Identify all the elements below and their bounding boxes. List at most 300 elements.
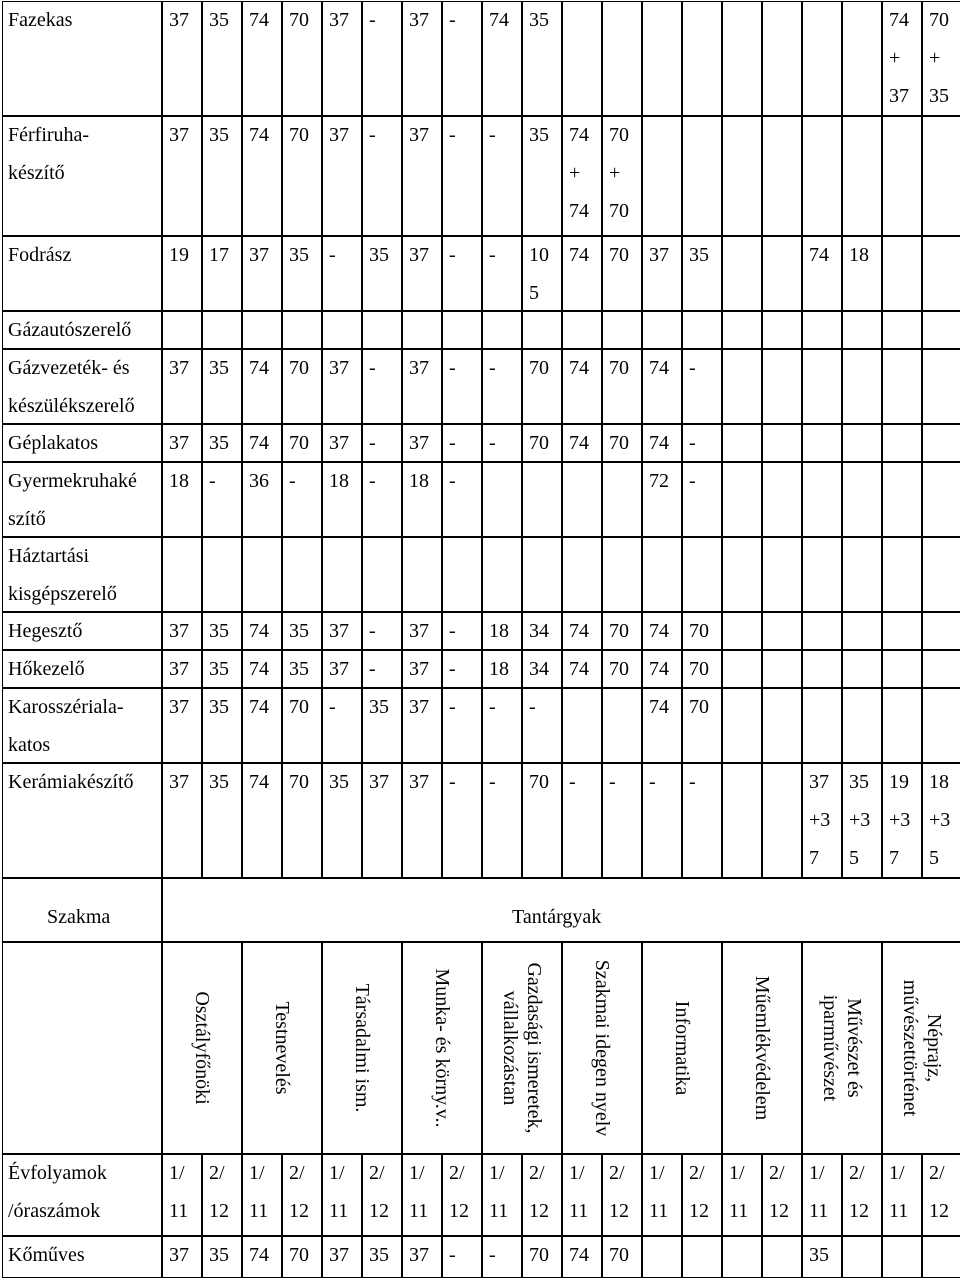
value-cell	[482, 462, 522, 537]
value-cell	[362, 537, 402, 612]
grade-year: 11	[169, 1200, 189, 1222]
value-cell	[682, 1236, 722, 1278]
row-name: Fazekas	[8, 9, 73, 31]
hours-value: 70	[609, 244, 629, 266]
hours-value: 35	[209, 9, 229, 31]
value-cell	[762, 763, 802, 878]
row-name: Hőkezelő	[8, 658, 85, 680]
value-cell	[842, 650, 882, 688]
hours-value: 37	[169, 620, 189, 642]
hours-value: 74	[249, 658, 269, 680]
value-cell	[442, 537, 482, 612]
hours-value: 70	[289, 9, 309, 31]
grade-year: 11	[329, 1200, 349, 1222]
hours-value: 70	[529, 432, 549, 454]
value-cell	[362, 349, 402, 424]
hours-value: 37	[169, 432, 189, 454]
value-cell	[802, 424, 842, 462]
value-cell	[762, 116, 802, 236]
grade-year: 12	[449, 1200, 469, 1222]
value-cell	[442, 1, 482, 116]
value-cell	[442, 612, 482, 650]
value-cell	[722, 116, 762, 236]
szakma-header: Szakma	[47, 906, 111, 928]
subject-label: Műemlékvédelem	[751, 975, 773, 1121]
subject-label: Társadalmi ism.	[351, 983, 373, 1113]
hours-value: 35	[289, 244, 309, 266]
hours-value: 18	[169, 470, 189, 492]
hours-value: -	[449, 470, 456, 492]
value-cell	[162, 537, 202, 612]
hours-value: 74	[569, 432, 589, 454]
hours-value: 35	[209, 1244, 229, 1266]
value-cell	[762, 462, 802, 537]
value-cell	[802, 537, 842, 612]
row-name: Kerámiakészítő	[8, 771, 134, 793]
value-cell	[882, 116, 922, 236]
value-cell	[802, 462, 842, 537]
value-cell	[322, 311, 362, 349]
grade-year: 11	[809, 1200, 829, 1222]
row-name-cont: készítő	[8, 162, 65, 184]
value-cell	[842, 612, 882, 650]
value-cell	[922, 236, 960, 311]
hours-value: -	[489, 432, 496, 454]
value-cell	[602, 537, 642, 612]
hours-value: 70	[609, 658, 629, 680]
value-cell	[842, 1, 882, 116]
hours-value: 37	[409, 658, 429, 680]
hours-value: 37	[809, 771, 829, 793]
value-cell	[762, 349, 802, 424]
hours-value: 37	[889, 85, 909, 107]
hours-value: 37	[169, 696, 189, 718]
value-cell	[282, 537, 322, 612]
value-cell	[922, 311, 960, 349]
hours-value: 37	[249, 244, 269, 266]
value-cell	[602, 688, 642, 763]
grade-value: 1/	[489, 1162, 505, 1184]
value-cell	[642, 1236, 682, 1278]
hours-value: -	[449, 658, 456, 680]
value-cell	[362, 424, 402, 462]
hours-value: 17	[209, 244, 229, 266]
grade-year: 11	[649, 1200, 669, 1222]
hours-value: 37	[169, 771, 189, 793]
hours-value: 37	[169, 9, 189, 31]
hours-value: 37	[409, 1244, 429, 1266]
hours-value: 35	[849, 771, 869, 793]
value-cell	[882, 612, 922, 650]
value-cell	[802, 311, 842, 349]
value-cell	[842, 688, 882, 763]
hours-value: 37	[169, 357, 189, 379]
value-cell	[762, 1236, 802, 1278]
value-cell	[482, 1236, 522, 1278]
value-cell	[242, 311, 282, 349]
hours-value: -	[369, 470, 376, 492]
hours-value: 35	[689, 244, 709, 266]
hours-value: 5	[849, 847, 859, 869]
hours-value: 70	[289, 1244, 309, 1266]
value-cell	[842, 116, 882, 236]
hours-value: 70	[609, 200, 629, 222]
value-cell	[882, 537, 922, 612]
hours-value: 37	[409, 9, 429, 31]
hours-value: -	[369, 124, 376, 146]
subject-label: Munka- és körny.v..	[431, 968, 453, 1128]
hours-value: 74	[569, 244, 589, 266]
hours-value: -	[449, 357, 456, 379]
grade-year: 11	[249, 1200, 269, 1222]
hours-value: 70	[609, 124, 629, 146]
hours-value: 74	[249, 771, 269, 793]
hours-value: 70	[689, 658, 709, 680]
value-cell	[762, 311, 802, 349]
value-cell	[922, 688, 960, 763]
value-cell	[682, 311, 722, 349]
hours-value: -	[449, 124, 456, 146]
value-cell	[802, 349, 842, 424]
hours-label: /óraszámok	[8, 1200, 101, 1222]
value-cell	[402, 537, 442, 612]
row-name-cont: készülékszerelő	[8, 395, 135, 417]
grade-year: 12	[289, 1200, 309, 1222]
value-cell	[762, 424, 802, 462]
hours-value: -	[689, 432, 696, 454]
hours-value: -	[369, 9, 376, 31]
hours-value: 7	[889, 847, 899, 869]
hours-value: 35	[289, 620, 309, 642]
hours-value: -	[329, 696, 336, 718]
row-name: Gázvezeték- és	[8, 357, 130, 379]
grade-year: 12	[689, 1200, 709, 1222]
value-cell	[322, 537, 362, 612]
value-cell	[362, 1, 402, 116]
value-cell	[762, 650, 802, 688]
value-cell	[442, 650, 482, 688]
hours-value: -	[689, 771, 696, 793]
value-cell	[922, 612, 960, 650]
value-cell	[442, 349, 482, 424]
value-cell	[722, 688, 762, 763]
value-cell	[922, 537, 960, 612]
hours-value: -	[449, 432, 456, 454]
value-cell	[562, 462, 602, 537]
value-cell	[482, 236, 522, 311]
row-name-cont: kisgépszerelő	[8, 583, 117, 605]
hours-value: 18	[849, 244, 869, 266]
hours-value: 70	[609, 620, 629, 642]
hours-value: -	[449, 9, 456, 31]
hours-value: 74	[249, 432, 269, 454]
value-cell	[482, 688, 522, 763]
hours-value: +3	[889, 809, 911, 831]
hours-value: 74	[569, 357, 589, 379]
hours-value: 18	[489, 658, 509, 680]
hours-value: 35	[209, 658, 229, 680]
hours-value: 74	[249, 357, 269, 379]
value-cell	[562, 1, 602, 116]
grade-value: 2/	[289, 1162, 305, 1184]
value-cell	[802, 688, 842, 763]
row-name: Hegesztő	[8, 620, 83, 642]
hours-value: -	[489, 124, 496, 146]
hours-value: 74	[649, 357, 669, 379]
value-cell	[562, 763, 602, 878]
value-cell	[602, 462, 642, 537]
row-name: Fodrász	[8, 244, 72, 266]
grade-year: 12	[929, 1200, 949, 1222]
row-name: Háztartási	[8, 545, 90, 567]
subject-label: vállalkozástan	[499, 990, 521, 1106]
subject-corner-cell	[2, 942, 162, 1154]
value-cell	[882, 236, 922, 311]
value-cell	[202, 462, 242, 537]
value-cell	[522, 537, 562, 612]
hours-value: 70	[689, 620, 709, 642]
value-cell	[442, 236, 482, 311]
hours-value: 74	[249, 620, 269, 642]
value-cell	[802, 612, 842, 650]
value-cell	[642, 1, 682, 116]
hours-value: 35	[329, 771, 349, 793]
hours-value: 35	[929, 85, 949, 107]
hours-value: 35	[809, 1244, 829, 1266]
grade-value: 2/	[609, 1162, 625, 1184]
hours-value: -	[209, 470, 216, 492]
hours-value: 37	[329, 1244, 349, 1266]
hours-value: -	[449, 620, 456, 642]
value-cell	[682, 116, 722, 236]
hours-value: 70	[289, 696, 309, 718]
hours-value: 37	[329, 124, 349, 146]
row-name: Kőműves	[8, 1244, 85, 1266]
hours-value: 37	[329, 357, 349, 379]
hours-value: 70	[689, 696, 709, 718]
value-cell	[762, 1, 802, 116]
hours-value: 74	[569, 200, 589, 222]
value-cell	[442, 311, 482, 349]
value-cell	[362, 462, 402, 537]
hours-value: 35	[209, 357, 229, 379]
value-cell	[802, 116, 842, 236]
grade-value: 2/	[449, 1162, 465, 1184]
grade-label: Évfolyamok	[8, 1162, 107, 1184]
hours-value: 74	[569, 1244, 589, 1266]
value-cell	[762, 537, 802, 612]
subject-label: Művészet és	[843, 998, 865, 1098]
hours-value: -	[489, 357, 496, 379]
hours-value: -	[649, 771, 656, 793]
grade-value: 1/	[329, 1162, 345, 1184]
value-cell	[842, 462, 882, 537]
hours-value: 37	[169, 658, 189, 680]
hours-value: -	[369, 357, 376, 379]
value-cell	[602, 763, 642, 878]
value-cell	[842, 1236, 882, 1278]
value-cell	[922, 349, 960, 424]
value-cell	[562, 537, 602, 612]
hours-value: 74	[649, 658, 669, 680]
hours-value: -	[329, 244, 336, 266]
value-cell	[802, 1, 842, 116]
grade-value: 1/	[569, 1162, 585, 1184]
hours-value: 70	[289, 432, 309, 454]
value-cell	[882, 462, 922, 537]
hours-value: 37	[369, 771, 389, 793]
value-cell	[842, 349, 882, 424]
subject-label: Osztályfőnöki	[191, 991, 213, 1105]
hours-value: 10	[529, 244, 549, 266]
hours-value: 36	[249, 470, 269, 492]
grade-value: 1/	[409, 1162, 425, 1184]
value-cell	[642, 116, 682, 236]
grade-value: 2/	[529, 1162, 545, 1184]
hours-value: 74	[569, 658, 589, 680]
hours-value: -	[289, 470, 296, 492]
hours-value: 74	[569, 620, 589, 642]
value-cell	[722, 349, 762, 424]
hours-value: 74	[649, 620, 669, 642]
value-cell	[842, 424, 882, 462]
value-cell	[722, 424, 762, 462]
grade-value: 1/	[889, 1162, 905, 1184]
hours-value: +3	[929, 809, 951, 831]
value-cell	[722, 1236, 762, 1278]
hours-value: 70	[289, 771, 309, 793]
hours-value: 37	[329, 9, 349, 31]
grade-value: 2/	[849, 1162, 865, 1184]
value-cell	[882, 650, 922, 688]
hours-value: 34	[529, 620, 549, 642]
value-cell	[882, 424, 922, 462]
row-name: Gyermekruhaké	[8, 470, 137, 492]
value-cell	[522, 688, 562, 763]
value-cell	[202, 537, 242, 612]
row-name-cont: katos	[8, 734, 51, 756]
row-name: Férfiruha-	[8, 124, 90, 146]
grade-year: 11	[729, 1200, 749, 1222]
hours-value: 74	[809, 244, 829, 266]
hours-value: 70	[609, 432, 629, 454]
hours-value: 37	[409, 244, 429, 266]
value-cell	[642, 763, 682, 878]
hours-value: 35	[209, 696, 229, 718]
hours-value: 18	[929, 771, 949, 793]
value-cell	[642, 311, 682, 349]
hours-value: 74	[649, 432, 669, 454]
value-cell	[802, 650, 842, 688]
value-cell	[922, 462, 960, 537]
subject-label: Néprajz,	[923, 1013, 945, 1083]
value-cell	[722, 236, 762, 311]
hours-value: -	[489, 1244, 496, 1266]
value-cell	[482, 537, 522, 612]
hours-value: 37	[409, 124, 429, 146]
value-cell	[722, 537, 762, 612]
grade-year: 12	[529, 1200, 549, 1222]
grade-value: 2/	[689, 1162, 705, 1184]
value-cell	[762, 236, 802, 311]
grade-year: 11	[569, 1200, 589, 1222]
value-cell	[722, 462, 762, 537]
value-cell	[482, 424, 522, 462]
value-cell	[442, 424, 482, 462]
value-cell	[162, 311, 202, 349]
hours-value: 74	[649, 696, 669, 718]
value-cell	[682, 537, 722, 612]
hours-value: 34	[529, 658, 549, 680]
hours-value: 74	[489, 9, 509, 31]
hours-value: -	[529, 696, 536, 718]
hours-value: 70	[289, 357, 309, 379]
hours-value: 74	[249, 1244, 269, 1266]
row-name: Géplakatos	[8, 432, 98, 454]
hours-value: 5	[529, 282, 539, 304]
value-cell	[442, 462, 482, 537]
grade-value: 2/	[769, 1162, 785, 1184]
value-cell	[682, 424, 722, 462]
value-cell	[322, 688, 362, 763]
grade-value: 2/	[209, 1162, 225, 1184]
value-cell	[922, 1236, 960, 1278]
subject-label: Testnevelés	[271, 1001, 293, 1095]
value-cell	[722, 612, 762, 650]
value-cell	[762, 612, 802, 650]
value-cell	[562, 311, 602, 349]
hours-value: -	[449, 771, 456, 793]
value-cell	[442, 116, 482, 236]
value-cell	[482, 349, 522, 424]
value-cell	[522, 311, 562, 349]
hours-value: -	[369, 658, 376, 680]
hours-value: 35	[209, 124, 229, 146]
value-cell	[282, 462, 322, 537]
grade-value: 1/	[169, 1162, 185, 1184]
hours-value: 18	[409, 470, 429, 492]
hours-value: 35	[209, 620, 229, 642]
grade-value: 1/	[249, 1162, 265, 1184]
hours-value: +3	[809, 809, 831, 831]
hours-value: 70	[609, 1244, 629, 1266]
hours-value: 70	[529, 357, 549, 379]
hours-value: -	[449, 696, 456, 718]
value-cell	[402, 311, 442, 349]
hours-value: 35	[209, 432, 229, 454]
hours-value: -	[489, 771, 496, 793]
hours-value: 7	[809, 847, 819, 869]
hours-value: -	[689, 470, 696, 492]
grade-year: 11	[409, 1200, 429, 1222]
value-cell	[882, 688, 922, 763]
grade-year: 12	[369, 1200, 389, 1222]
value-cell	[362, 650, 402, 688]
value-cell	[722, 1, 762, 116]
hours-value: 19	[889, 771, 909, 793]
value-cell	[242, 537, 282, 612]
value-cell	[522, 462, 562, 537]
hours-value: 74	[249, 9, 269, 31]
value-cell	[362, 116, 402, 236]
value-cell	[482, 763, 522, 878]
value-cell	[642, 537, 682, 612]
hours-value: 18	[489, 620, 509, 642]
value-cell	[682, 462, 722, 537]
hours-value: 37	[169, 1244, 189, 1266]
value-cell	[682, 1, 722, 116]
hours-value: +	[889, 47, 901, 69]
